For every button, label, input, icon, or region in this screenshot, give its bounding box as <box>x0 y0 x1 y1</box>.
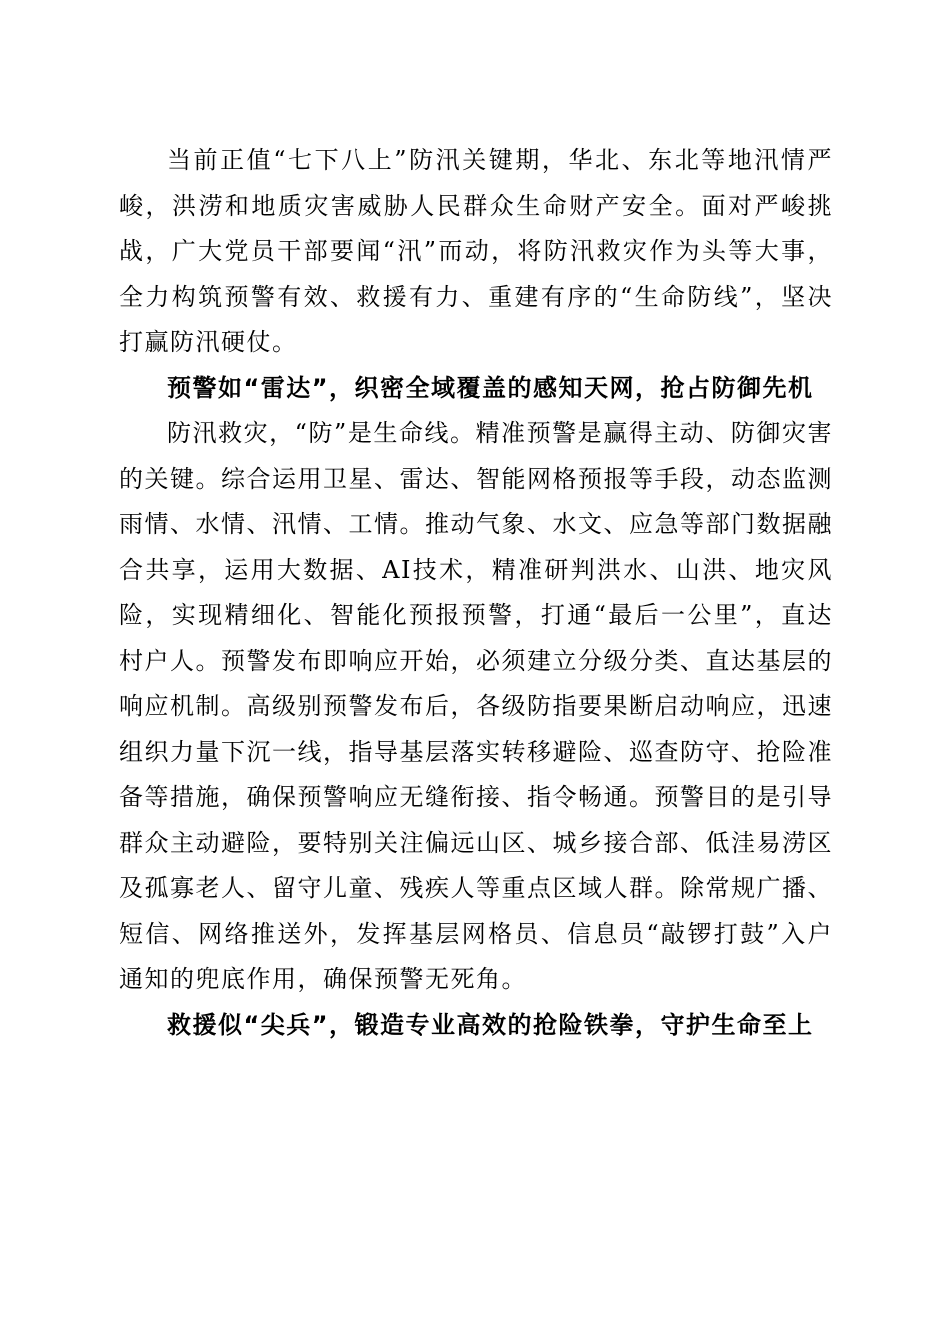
section1-heading: 预警如“雷达”，织密全域覆盖的感知天网，抢占防御先机 <box>167 373 814 402</box>
section1-paragraph: 防汛救灾，“防”是生命线。精准预警是赢得主动、防御灾害的关键。综合运用卫星、雷达、智能网格预报等手段，动态监测雨情、水情、汛情、工情。推动气象、水文、应急等部门数据融合共享，运用大数据、AI技术，精准研判洪水、山洪、地灾风险，实现精细化、智能化预报预警，打通“最后一公里”，直达村户人。预警发布即响应开始，必须建立分级分类、直达基层的响应机制。高级别预警发布后，各级防指要果断启动响应，迅速组织力量下沉一线，指导基层落实转移避险、巡查防守、抢险准备等措施，确保预警响应无缝衔接、指令畅通。预警目的是引导群众主动避险，要特别关注偏远山区、城乡接合部、低洼易涝区及孤寡老人、留守儿童、残疾人等重点区域人群。除常规广播、短信、网络推送外，发挥基层网格员、信息员“敲锣打鼓”入户通知的兜底作用，确保预警无死角。 <box>119 419 833 993</box>
document-body <box>119 138 833 1048</box>
intro-paragraph: 当前正值“七下八上”防汛关键期，华北、东北等地汛情严峻，洪涝和地质灾害威胁人民群众生命财产安全。面对严峻挑战，广大党员干部要闻“汛”而动，将防汛救灾作为头等大事，全力构筑预警有效、救援有力、重建有序的“生命防线”，坚决打赢防汛硬仗。 <box>119 146 833 356</box>
section2-heading: 救援似“尖兵”，锻造专业高效的抢险铁拳，守护生命至上 <box>167 1010 814 1039</box>
